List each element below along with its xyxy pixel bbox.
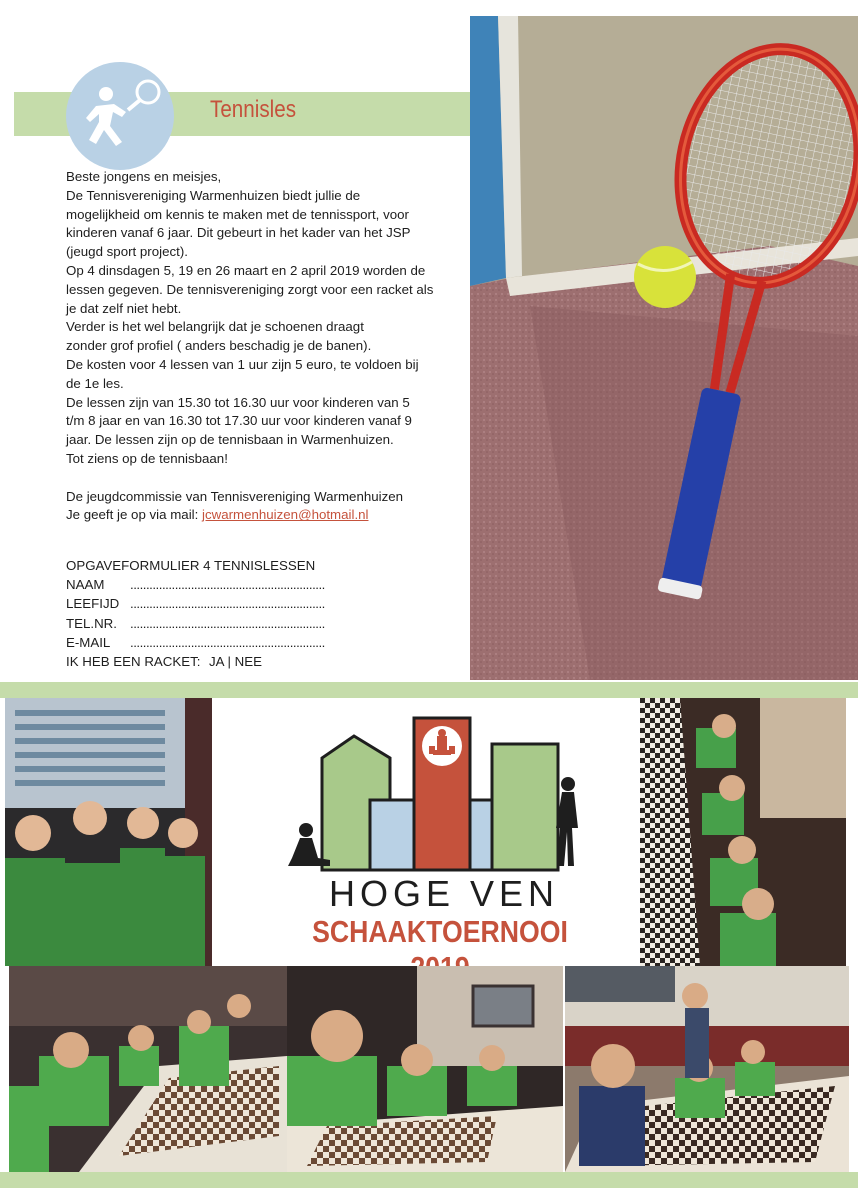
greeting: Beste jongens en meisjes, (66, 169, 222, 184)
divider-band (0, 682, 858, 698)
letter-line: (jeugd sport project). (66, 244, 188, 260)
form-row-phone (66, 614, 466, 633)
letter-line: de 1e les. (66, 375, 124, 391)
signature: De jeugdcommissie van Tennisvereniging Warmenhuizen (66, 488, 404, 504)
email-link[interactable]: jcwarmenhuizen@hotmail.nl (202, 507, 369, 523)
letter-line: De lessen zijn van 15.30 tot 16.30 uur voor kinderen van 5 (66, 394, 410, 410)
phone-field[interactable]: ............................................................. (130, 615, 325, 631)
letter-text (66, 168, 472, 525)
letter-line: zonder grof profiel ( anders beschadig je de banen). (66, 338, 372, 354)
chess-photo-table (287, 966, 563, 1172)
chess-photo-group (5, 698, 212, 966)
chess-photo-room (565, 966, 849, 1172)
form-row-racket (66, 652, 466, 671)
letter-line: De kosten voor 4 lessen van 1 uur zijn 5 euro, te voldoen bij (66, 356, 419, 372)
letter-line: mogelijkheid om kennis te maken met de tennissport, voor (66, 206, 409, 222)
letter-line: kinderen vanaf 6 jaar. Dit gebeurt in het kader van het JSP (66, 225, 411, 241)
logo-subtitle: SCHAAKTOERNOOI (312, 914, 568, 949)
chess-photo-boards (640, 698, 846, 966)
form-label: E-MAIL (66, 634, 111, 650)
form-row-email (66, 633, 466, 652)
tennis-racket-photo (470, 16, 858, 680)
name-field[interactable]: ............................................................. (130, 577, 325, 593)
letter-line: Tot ziens op de tennisbaan! (66, 450, 228, 466)
form-title: OPGAVEFORMULIER 4 TENNISLESSEN (66, 558, 316, 573)
footer-band (0, 1172, 858, 1188)
signup-form (66, 556, 466, 671)
letter-line: Op 4 dinsdagen 5, 19 en 26 maart en 2 april 2019 worden de (66, 262, 426, 278)
form-label: NAAM (66, 577, 105, 593)
letter-line: De Tennisvereniging Warmenhuizen biedt jullie de (66, 187, 361, 203)
chess-pieces-icon (422, 726, 462, 766)
racket-question: IK HEB EEN RACKET: (66, 654, 201, 670)
mail-line (66, 506, 472, 525)
letter-line: je dat zelf niet hebt. (66, 300, 182, 316)
letter-line: lessen gegeven. De tennisvereniging zorgt voor een racket als (66, 281, 434, 297)
letter-line: jaar. De lessen zijn op de tennisbaan in Warmenhuizen. (66, 432, 394, 448)
racket-options[interactable]: JA | NEE (209, 654, 262, 670)
form-label: TEL.NR. (66, 615, 117, 631)
form-label: LEEFIJD (66, 596, 120, 612)
page-title: Tennisles (210, 96, 297, 123)
form-row-age (66, 594, 466, 613)
letter-line: t/m 8 jaar en van 16.30 tot 17.30 uur voor kinderen vanaf 9 (66, 413, 412, 429)
email-field[interactable]: ............................................................. (130, 634, 325, 650)
letter-line: Verder is het wel belangrijk dat je schoenen draagt (66, 319, 364, 335)
form-row-name (66, 575, 466, 594)
tennis-player-icon (66, 62, 174, 170)
age-field[interactable]: ............................................................. (130, 596, 325, 612)
mail-prefix: Je geeft je op via mail: (66, 507, 202, 523)
chess-photo-hall (9, 966, 287, 1172)
logo-name: HOGE VEN (328, 873, 560, 914)
